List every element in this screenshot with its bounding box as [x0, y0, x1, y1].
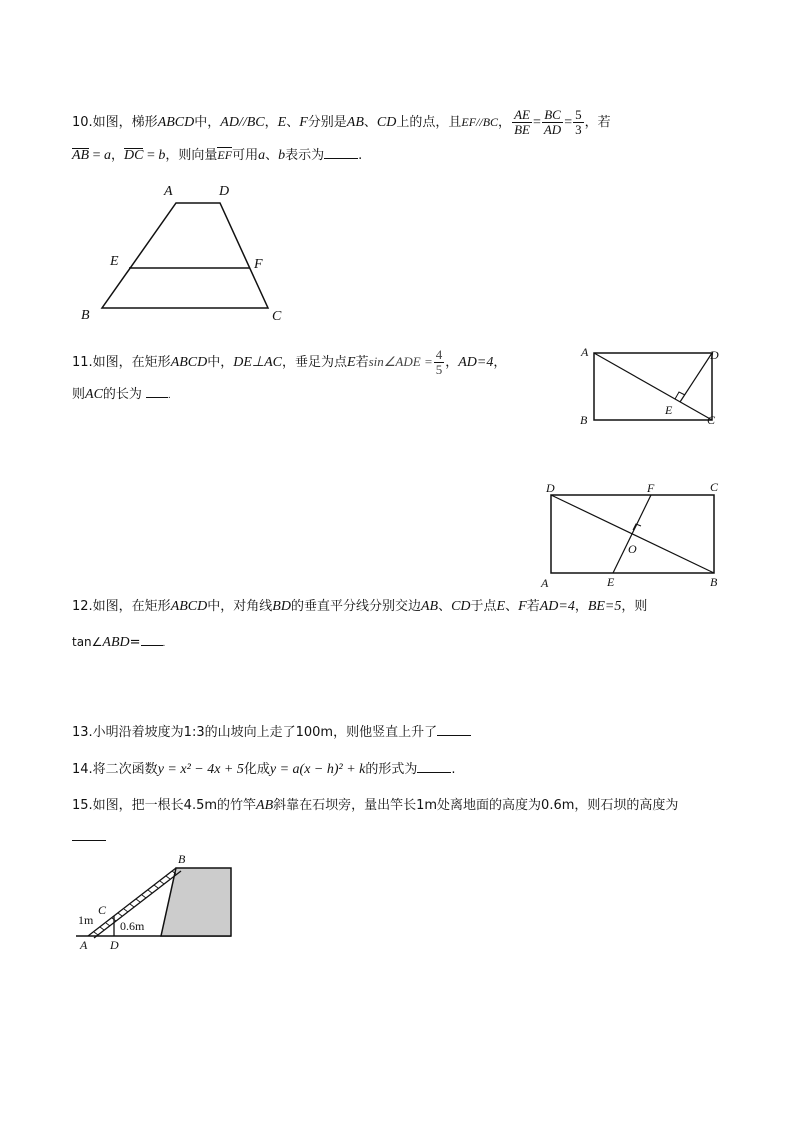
q14-answer-blank[interactable]: [417, 760, 451, 773]
q12-text: ，: [574, 599, 588, 614]
label-d: D: [219, 184, 230, 199]
label-f: F: [647, 481, 655, 495]
q10-text: 上的点，且: [396, 115, 462, 130]
label-c: C: [272, 309, 282, 324]
q10-line1: [72, 108, 611, 137]
q10-eq: =: [532, 115, 541, 130]
label-1m: 1m: [78, 913, 94, 927]
q12-text: 中，对角线: [207, 599, 273, 614]
q12-f: F: [518, 599, 527, 614]
q12-text: 、: [438, 599, 452, 614]
q12-ab: AB: [420, 599, 439, 614]
q12-bd: BD: [272, 599, 291, 614]
q11-text: 11.如图，在矩形: [72, 355, 171, 370]
q11-text: 的长为: [102, 387, 142, 402]
label-b: B: [178, 852, 186, 866]
frac-den: 5: [435, 362, 443, 377]
label-c: C: [707, 413, 716, 427]
label-a: A: [541, 576, 549, 590]
q12-text: 若: [526, 599, 540, 614]
q15-ab: AB: [256, 798, 274, 813]
q10-abcd: ABCD: [157, 115, 195, 130]
q15-line2: [72, 828, 106, 847]
figure-rectangle-q11: [578, 344, 728, 434]
q10-ad-bc: AD//BC: [220, 115, 265, 130]
q13-line: [72, 723, 471, 742]
q11-frac: [434, 348, 445, 377]
q11-de-ac: DE⊥AC: [233, 355, 283, 370]
q10-vec-ef: EF: [217, 148, 233, 162]
q10-frac2: [542, 108, 563, 137]
label-b: B: [580, 413, 588, 427]
q11-ac: AC: [85, 387, 103, 402]
q10-f: F: [299, 115, 308, 130]
figure-trapezoid: [76, 178, 296, 328]
q12-abd: ABD: [102, 635, 130, 650]
frac-num: AE: [514, 107, 530, 122]
q11-text: ，: [445, 355, 459, 370]
q11-text: ，: [493, 355, 507, 370]
q10-ab: AB: [346, 115, 364, 130]
q10-text: 可用: [232, 148, 259, 163]
frac-num: 4: [435, 347, 443, 362]
q10-text: 、: [286, 115, 300, 130]
q14-end: .: [451, 762, 456, 777]
label-0-6m: 0.6m: [120, 919, 145, 933]
q11-line1: [72, 348, 506, 377]
q10-vec-b: b: [158, 148, 166, 163]
label-d: D: [110, 938, 119, 952]
frac-den: 3: [575, 122, 582, 137]
q10-text: 中，: [194, 115, 221, 130]
segment-ef: [613, 495, 651, 573]
q10-cd: CD: [376, 115, 397, 130]
q13-answer-blank[interactable]: [437, 723, 471, 736]
q10-ef-bc: EF//BC: [461, 115, 499, 129]
q13-text: 13.小明沿着坡度为1:3的山坡向上走了100m，则他竖直上升了: [72, 725, 438, 740]
q12-e: E: [496, 599, 506, 614]
label-c: C: [98, 903, 107, 917]
q11-text: 则: [72, 387, 86, 402]
label-d: D: [546, 481, 555, 495]
label-o: O: [628, 542, 637, 556]
q10-text: ，: [264, 115, 278, 130]
q12-text: tan∠: [72, 635, 103, 649]
label-e: E: [665, 403, 673, 417]
label-d: D: [710, 348, 719, 362]
q12-text: 于点: [470, 599, 497, 614]
q11-text: 中，: [207, 355, 234, 370]
q14-text: 化成: [243, 762, 270, 777]
q11-text: 若: [355, 355, 369, 370]
q10-text: 10.如图，梯形: [72, 115, 158, 130]
label-a: A: [164, 184, 173, 199]
q15-text: 15.如图，把一根长4.5m的竹竿: [72, 798, 257, 813]
q10-line2: [72, 146, 362, 165]
q12-end: .: [162, 639, 166, 649]
q14-line: [72, 760, 456, 779]
q10-answer-blank[interactable]: [324, 146, 358, 159]
q14-text: 的形式为: [365, 762, 418, 777]
q11-ad4: AD=4: [458, 355, 494, 370]
frac-num: BC: [542, 108, 563, 123]
q11-line2: [72, 385, 171, 405]
label-b: B: [81, 308, 90, 323]
label-a: A: [581, 345, 589, 359]
q12-line2: [72, 633, 165, 653]
q14-expr1: y = x² − 4x + 5: [157, 762, 244, 777]
q10-text: 表示为: [285, 148, 325, 163]
q14-text: 14.将二次函数: [72, 762, 158, 777]
q12-text: 、: [505, 599, 519, 614]
q11-end: .: [167, 391, 171, 401]
q10-vec-b2: b: [278, 148, 286, 163]
q12-cd: CD: [451, 599, 471, 614]
q10-vec-a: a: [104, 148, 112, 163]
q11-e: E: [347, 355, 356, 370]
q10-frac3: [573, 108, 584, 137]
q10-vec-a2: a: [258, 148, 266, 163]
diagonal-ac: [594, 353, 712, 420]
q10-vec-ab: AB: [72, 148, 90, 163]
trapezoid-outline: [102, 203, 268, 308]
q11-answer-blank[interactable]: [146, 385, 168, 398]
q12-text: 12.如图，在矩形: [72, 599, 171, 614]
q12-text: ，则: [621, 599, 648, 614]
frac-den: BE: [514, 122, 530, 137]
label-e: E: [607, 575, 615, 589]
q15-text: 斜靠在石坝旁，量出竿长1m处离地面的高度为0.6m，则石坝的高度为: [273, 798, 679, 813]
q10-e: E: [277, 115, 287, 130]
figure-bamboo-pole: [76, 850, 246, 960]
q10-eq: =: [564, 115, 573, 130]
q10-eq: =: [89, 148, 105, 163]
q10-text: 、: [363, 115, 377, 130]
label-b: B: [710, 575, 718, 589]
q10-text: 、: [265, 148, 279, 163]
q10-frac1: [512, 108, 532, 137]
label-a: A: [80, 938, 88, 952]
q10-vec-dc: DC: [124, 148, 144, 163]
q12-abcd: ABCD: [170, 599, 208, 614]
q12-ad4: AD=4: [539, 599, 575, 614]
label-f: F: [254, 257, 263, 272]
q12-text: 的垂直平分线分别交边: [290, 599, 421, 614]
q10-end: .: [358, 148, 363, 163]
q15-answer-blank[interactable]: [72, 828, 106, 841]
label-c: C: [710, 480, 719, 494]
q12-be5: BE=5: [587, 599, 622, 614]
q14-expr2: y = a(x − h)² + k: [269, 762, 366, 777]
figure-rectangle-q12: [538, 478, 728, 593]
q11-text: ，垂足为点: [282, 355, 348, 370]
q10-text: ，: [498, 115, 512, 130]
q15-line1: [72, 797, 678, 815]
q10-text: ，则向量: [165, 148, 218, 163]
q12-eq: =: [129, 635, 141, 650]
q10-text: 分别是: [307, 115, 347, 130]
q12-line1: [72, 598, 647, 616]
q11-abcd: ABCD: [170, 355, 208, 370]
q10-text: ，若: [584, 115, 611, 130]
right-angle-mark: [675, 392, 685, 399]
frac-den: AD: [543, 122, 562, 137]
label-e: E: [110, 254, 119, 269]
q10-eq: =: [143, 148, 159, 163]
q10-text: ，: [111, 148, 125, 163]
q11-sin: sin∠ADE =: [368, 354, 433, 369]
q12-answer-blank[interactable]: [141, 633, 163, 646]
frac-num: 5: [575, 107, 582, 122]
